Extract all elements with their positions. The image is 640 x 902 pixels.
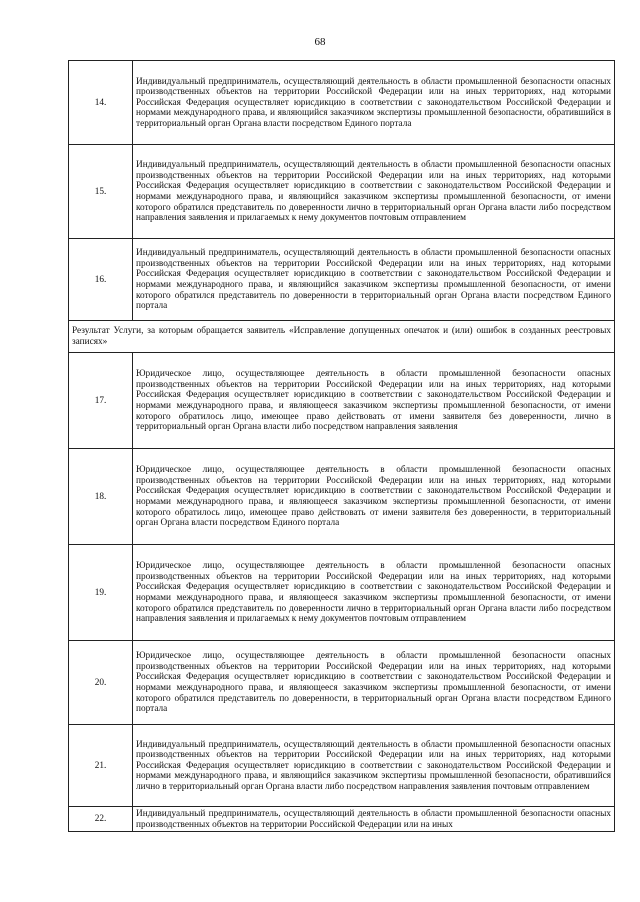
table-row — [69, 545, 615, 641]
row-number: 15. — [69, 145, 133, 239]
section-header: Результат Услуги, за которым обращается заявитель «Исправление допущенных опечаток и (или) ошибок в созданных реестровых записях» — [69, 321, 615, 353]
table-row — [69, 239, 615, 321]
applicant-variants-table — [68, 60, 615, 832]
table-row — [69, 641, 615, 725]
row-description: Юридическое лицо, осуществляющее деятельность в области промышленной безопасности опасных производственных объектов на территории Российской Федерации или на иных территориях, над которыми Российская Федерация осуществляет юрисдикцию в соответствии с законодательством Российской Федерации и нормами международного права, и являющееся заказчиком экспертизы промышленной безопасности, от имени которого обратилось лицо, имеющее право действовать от имени заявителя без доверенности, лично в территориальный орган Органа власти либо посредством направления заявления — [133, 353, 615, 449]
table-row — [69, 61, 615, 145]
row-number: 21. — [69, 725, 133, 807]
row-description: Индивидуальный предприниматель, осуществляющий деятельность в области промышленной безопасности опасных производственных объектов на территории Российской Федерации или на иных территориях, над которыми Российская Федерация осуществляет юрисдикцию в соответствии с законодательством Российской Федерации и нормами международного права, и являющийся заказчиком экспертизы промышленной безопасности, обратившийся в территориальный орган Органа власти посредством Единого портала — [133, 61, 615, 145]
row-description: Юридическое лицо, осуществляющее деятельность в области промышленной безопасности опасных производственных объектов на территории Российской Федерации или на иных территориях, над которыми Российская Федерация осуществляет юрисдикцию в соответствии с законодательством Российской Федерации и нормами международного права, и являющееся заказчиком экспертизы промышленной безопасности, от имени которого обратился представитель по доверенности, в территориальный орган Органа власти посредством Единого портала — [133, 641, 615, 725]
row-number: 22. — [69, 807, 133, 832]
row-number: 19. — [69, 545, 133, 641]
row-number: 20. — [69, 641, 133, 725]
row-number: 16. — [69, 239, 133, 321]
row-description: Индивидуальный предприниматель, осуществляющий деятельность в области промышленной безопасности опасных производственных объектов на территории Российской Федерации или на иных территориях, над которыми Российская Федерация осуществляет юрисдикцию в соответствии с законодательством Российской Федерации и нормами международного права, и являющийся заказчиком экспертизы промышленной безопасности, от имени которого обратился представитель по доверенности лично в территориальный орган Органа власти либо посредством направления заявления и прилагаемых к нему документов почтовым отправлением — [133, 145, 615, 239]
table-row — [69, 449, 615, 545]
page-number: 68 — [314, 36, 326, 48]
row-description: Индивидуальный предприниматель, осуществляющий деятельность в области промышленной безопасности опасных производственных объектов на территории Российской Федерации или на иных — [133, 807, 615, 832]
table-row — [69, 725, 615, 807]
row-number: 14. — [69, 61, 133, 145]
row-description: Индивидуальный предприниматель, осуществляющий деятельность в области промышленной безопасности опасных производственных объектов на территории Российской Федерации или на иных территориях, над которыми Российская Федерация осуществляет юрисдикцию в соответствии с законодательством Российской Федерации и нормами международного права, и являющийся заказчиком экспертизы промышленной безопасности, обратившийся лично в территориальный орган Органа власти либо посредством направления заявления почтовым отправлением — [133, 725, 615, 807]
table-row — [69, 353, 615, 449]
row-description: Юридическое лицо, осуществляющее деятельность в области промышленной безопасности опасных производственных объектов на территории Российской Федерации или на иных территориях, над которыми Российская Федерация осуществляет юрисдикцию в соответствии с законодательством Российской Федерации и нормами международного права, и являющееся заказчиком экспертизы промышленной безопасности, от имени которого обратилось лицо, имеющее право действовать от имени заявителя без доверенности, в территориальный орган Органа власти посредством Единого портала — [133, 449, 615, 545]
section-header-row — [69, 321, 615, 353]
row-description: Индивидуальный предприниматель, осуществляющий деятельность в области промышленной безопасности опасных производственных объектов на территории Российской Федерации или на иных территориях, над которыми Российская Федерация осуществляет юрисдикцию в соответствии с законодательством Российской Федерации и нормами международного права, и являющийся заказчиком экспертизы промышленной безопасности, от имени которого обратился представитель по доверенности в территориальный орган Органа власти посредством Единого портала — [133, 239, 615, 321]
table-row — [69, 145, 615, 239]
row-number: 18. — [69, 449, 133, 545]
table-row — [69, 807, 615, 832]
row-description: Юридическое лицо, осуществляющее деятельность в области промышленной безопасности опасных производственных объектов на территории Российской Федерации или на иных территориях, над которыми Российская Федерация осуществляет юрисдикцию в соответствии с законодательством Российской Федерации и нормами международного права, и являющееся заказчиком экспертизы промышленной безопасности, от имени которого обратился представитель по доверенности лично в территориальный орган Органа власти либо посредством направления заявления и прилагаемых к нему документов почтовым отправлением — [133, 545, 615, 641]
row-number: 17. — [69, 353, 133, 449]
